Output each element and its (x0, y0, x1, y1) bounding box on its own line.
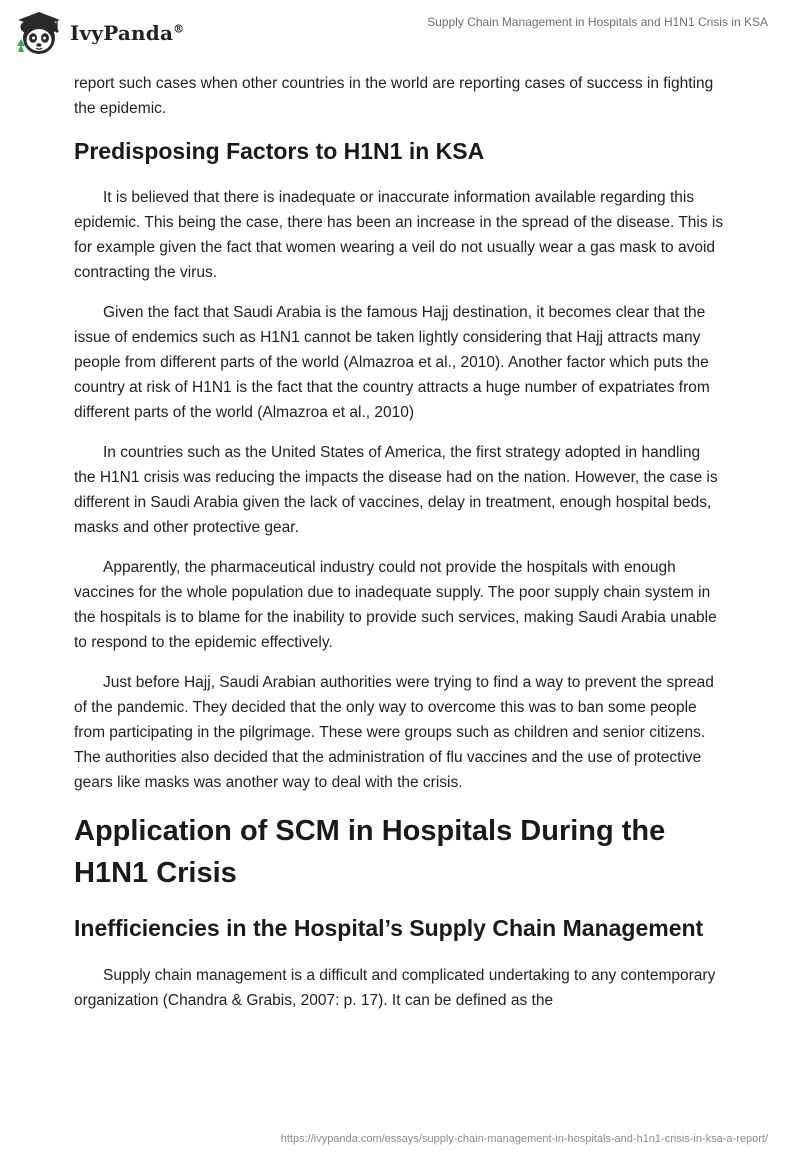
section-heading-application-of-scm: Application of SCM in Hospitals During the H1N1 Crisis (74, 815, 666, 889)
document-title: Supply Chain Management in Hospitals and H1N1 Crisis in KSA (427, 15, 768, 29)
panda-graduate-icon (14, 10, 64, 56)
source-url[interactable]: https://ivypanda.com/essays/supply-chain-management-in-hospitals-and-h1n1-crisis-in-ksa-a-report/ (280, 1133, 768, 1145)
paragraph: Given the fact that Saudi Arabia is the famous Hajj destination, it becomes clear that the issue of endemics such as H1N1 cannot be taken lightly considering that Hajj attracts many people from different parts of the world (Almazroa et al., 2010). Another factor which puts the country at risk of H1N1 is the fact that the country attracts a huge number of expatriates from different parts of the world (Almazroa et al., 2010) (74, 304, 710, 421)
paragraph: Just before Hajj, Saudi Arabian authorities were trying to find a way to prevent the spread of the pandemic. They decided that the only way to overcome this was to ban some people from participating in the pilgrimage. These were groups such as children and senior citizens. The authorities also decided that the administration of flu vaccines and the use of protective gears like masks was another way to deal with the crisis. (74, 674, 714, 791)
paragraph-intro-tail: report such cases when other countries in the world are reporting cases of success in fighting the epidemic. (74, 75, 714, 117)
page-header (0, 0, 800, 66)
article-body (74, 71, 724, 1028)
paragraph: It is believed that there is inadequate or inaccurate information available regarding this epidemic. This being the case, there has been an increase in the spread of the disease. This is for example given the fact that women wearing a veil do not usually wear a gas mask to avoid contracting the virus. (74, 189, 724, 281)
subsection-heading-inefficiencies: Inefficiencies in the Hospital’s Supply Chain Management (74, 915, 704, 941)
section-heading-predisposing-factors: Predisposing Factors to H1N1 in KSA (74, 138, 485, 164)
ivypanda-logo[interactable] (14, 8, 184, 58)
paragraph: Supply chain management is a difficult and complicated undertaking to any contemporary organization (Chandra & Grabis, 2007: p. 17). It can be defined as the (74, 967, 716, 1009)
paragraph: In countries such as the United States of America, the first strategy adopted in handling the H1N1 crisis was reducing the impacts the disease had on the nation. However, the case is different in Saudi Arabia given the lack of vaccines, delay in treatment, enough hospital beds, masks and other protective gear. (74, 444, 718, 536)
paragraph: Apparently, the pharmaceutical industry could not provide the hospitals with enough vaccines for the whole population due to inadequate supply. The poor supply chain system in the hospitals is to blame for the inability to provide such services, making Saudi Arabia unable to respond to the epidemic effectively. (74, 559, 717, 651)
brand-name: IvyPanda® (70, 21, 185, 45)
